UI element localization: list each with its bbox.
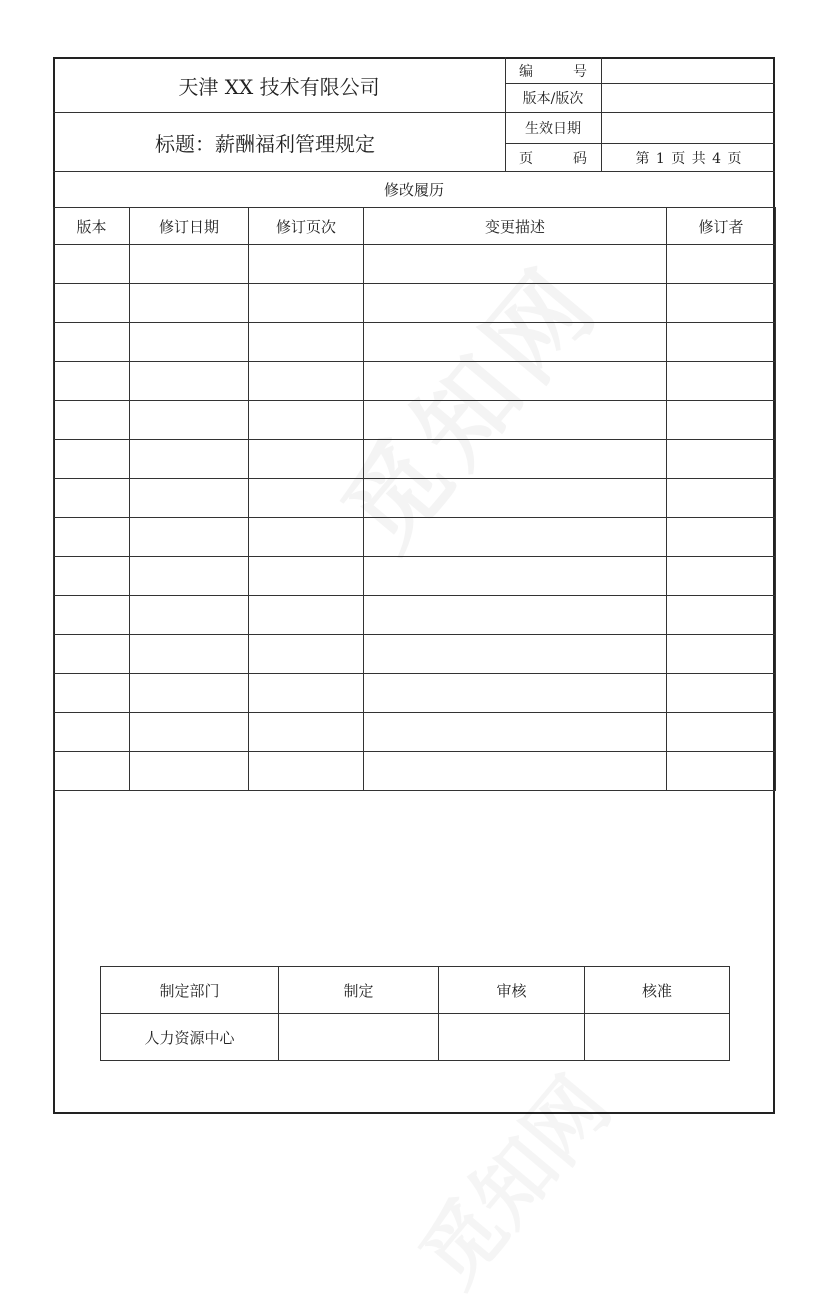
approval-value-approved (585, 1014, 730, 1061)
revision-row (54, 596, 776, 635)
revision-cell (249, 362, 364, 401)
revision-cell (130, 401, 249, 440)
revision-cell (130, 440, 249, 479)
revision-cell (667, 713, 776, 752)
revision-cell (667, 479, 776, 518)
meta-value-effective-date (602, 113, 775, 143)
revision-cell (54, 518, 130, 557)
revision-cell (54, 440, 130, 479)
revision-cell (130, 557, 249, 596)
revision-cell (130, 596, 249, 635)
revision-cell (54, 713, 130, 752)
revision-cell (364, 440, 667, 479)
approval-value-prepared (279, 1014, 439, 1061)
revision-cell (54, 479, 130, 518)
approval-table (100, 966, 730, 1061)
revision-cell (54, 401, 130, 440)
revision-row (54, 401, 776, 440)
company-name: 天津 XX 技术有限公司 (178, 75, 380, 99)
revision-cell (364, 635, 667, 674)
revision-cell (130, 245, 249, 284)
revision-cell (249, 635, 364, 674)
revision-cell (364, 674, 667, 713)
revision-history-table (53, 207, 776, 791)
meta-label-number: 编 号 (519, 64, 587, 80)
revision-row (54, 557, 776, 596)
revision-row (54, 752, 776, 791)
revision-cell (364, 596, 667, 635)
revision-cell (364, 557, 667, 596)
revision-cell (667, 323, 776, 362)
meta-value-number (602, 59, 775, 83)
revision-cell (667, 401, 776, 440)
revision-cell (54, 674, 130, 713)
revision-header-row (54, 208, 776, 245)
revision-cell (667, 752, 776, 791)
approval-header-prepared: 制定 (279, 967, 439, 1014)
revision-cell (54, 245, 130, 284)
revision-cell (667, 284, 776, 323)
revision-row (54, 635, 776, 674)
approval-value-row (101, 1014, 730, 1061)
revision-cell (249, 323, 364, 362)
col-header-revision-pages: 修订页次 (249, 208, 364, 245)
revision-cell (249, 674, 364, 713)
revision-cell (130, 635, 249, 674)
col-header-version: 版本 (54, 208, 130, 245)
revision-cell (249, 518, 364, 557)
revision-cell (667, 440, 776, 479)
meta-label-version: 版本/版次 (522, 91, 584, 107)
col-header-change-description: 变更描述 (364, 208, 667, 245)
revision-cell (667, 674, 776, 713)
revision-cell (130, 362, 249, 401)
approval-header-reviewed: 审核 (439, 967, 585, 1014)
approval-header-approved: 核准 (585, 967, 730, 1014)
revision-cell (667, 557, 776, 596)
revision-cell (667, 518, 776, 557)
revision-cell (54, 752, 130, 791)
revision-row (54, 674, 776, 713)
revision-cell (249, 713, 364, 752)
revision-cell (54, 284, 130, 323)
revision-cell (130, 323, 249, 362)
revision-row (54, 479, 776, 518)
document-title: 标题：薪酬福利管理规定 (155, 131, 375, 156)
revision-cell (249, 284, 364, 323)
revision-row (54, 284, 776, 323)
revision-cell (130, 674, 249, 713)
revision-row (54, 440, 776, 479)
revision-cell (249, 752, 364, 791)
revision-cell (130, 713, 249, 752)
col-header-revision-date: 修订日期 (130, 208, 249, 245)
revision-cell (54, 596, 130, 635)
revision-cell (364, 401, 667, 440)
approval-header-department: 制定部门 (101, 967, 279, 1014)
revision-cell (667, 362, 776, 401)
revision-cell (249, 440, 364, 479)
revision-cell (249, 479, 364, 518)
revision-cell (130, 479, 249, 518)
revision-row (54, 518, 776, 557)
revision-cell (249, 557, 364, 596)
meta-label-page: 页 码 (519, 150, 587, 167)
revision-cell (364, 245, 667, 284)
revision-cell (54, 323, 130, 362)
revision-cell (249, 596, 364, 635)
revision-cell (364, 713, 667, 752)
revision-row (54, 362, 776, 401)
revision-cell (364, 323, 667, 362)
revision-cell (54, 635, 130, 674)
revision-history-heading: 修改履历 (383, 181, 444, 199)
revision-cell (54, 362, 130, 401)
approval-header-row (101, 967, 730, 1014)
revision-cell (364, 518, 667, 557)
revision-row (54, 245, 776, 284)
revision-cell (667, 596, 776, 635)
revision-row (54, 713, 776, 752)
revision-cell (130, 284, 249, 323)
revision-cell (54, 557, 130, 596)
revision-cell (364, 362, 667, 401)
revision-cell (364, 284, 667, 323)
col-header-reviser: 修订者 (667, 208, 776, 245)
revision-cell (249, 245, 364, 284)
meta-label-effective-date: 生效日期 (525, 121, 581, 137)
approval-value-reviewed (439, 1014, 585, 1061)
meta-value-version (602, 84, 775, 112)
revision-row (54, 323, 776, 362)
revision-cell (130, 518, 249, 557)
revision-cell (364, 752, 667, 791)
revision-cell (249, 401, 364, 440)
meta-value-page: 第 1 页 共 4 页 (635, 150, 742, 167)
revision-cell (130, 752, 249, 791)
revision-cell (364, 479, 667, 518)
approval-value-department: 人力资源中心 (101, 1014, 279, 1061)
revision-cell (667, 245, 776, 284)
revision-cell (667, 635, 776, 674)
